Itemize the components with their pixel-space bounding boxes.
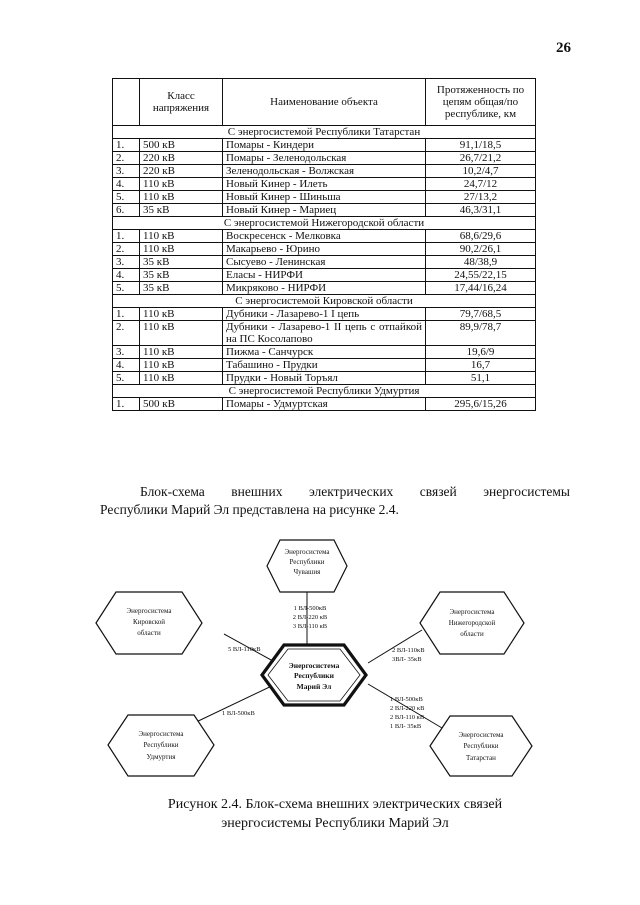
row-number: 5. xyxy=(113,191,140,204)
voltage-class: 110 кВ xyxy=(140,243,223,256)
kirov-line-3: области xyxy=(137,629,161,637)
figure-caption xyxy=(100,795,570,833)
mari-el-line-3: Марий Эл xyxy=(296,682,332,691)
nizhny-line-3: области xyxy=(460,630,484,638)
table-row xyxy=(113,139,536,152)
line-length: 48/38,9 xyxy=(426,256,536,269)
row-number: 2. xyxy=(113,152,140,165)
link-nizhny-1: 2 ВЛ-110кВ xyxy=(392,647,425,654)
voltage-class: 110 кВ xyxy=(140,359,223,372)
header-object-name: Наименование объекта xyxy=(223,79,426,126)
row-number: 1. xyxy=(113,230,140,243)
link-nizhny-2: 3ВЛ- 35кВ xyxy=(392,656,422,663)
link-tatarstan-1: 1 ВЛ-500кВ xyxy=(390,696,423,703)
row-number: 3. xyxy=(113,346,140,359)
voltage-class: 35 кВ xyxy=(140,282,223,295)
table-row xyxy=(113,165,536,178)
udmurtia-line-3: Удмуртия xyxy=(146,753,176,761)
line-length: 27/13,2 xyxy=(426,191,536,204)
link-nizhny-label xyxy=(392,647,425,663)
table-row xyxy=(113,178,536,191)
line-length: 46,3/31,1 xyxy=(426,204,536,217)
table-row xyxy=(113,256,536,269)
table-header-row xyxy=(113,79,536,126)
line-length: 91,1/18,5 xyxy=(426,139,536,152)
line-length: 19,6/9 xyxy=(426,346,536,359)
group-header-row xyxy=(113,385,536,398)
object-name: Пижма - Санчурск xyxy=(223,346,426,359)
intro-line-1: Блок-схема внешних электрических связей энергосистемы xyxy=(140,484,570,499)
table-row xyxy=(113,346,536,359)
line-length: 51,1 xyxy=(426,372,536,385)
row-number: 6. xyxy=(113,204,140,217)
object-name: Дубники - Лазарево-1 I цепь xyxy=(223,308,426,321)
line-length: 24,55/22,15 xyxy=(426,269,536,282)
row-number: 1. xyxy=(113,398,140,411)
nizhny-line-2: Нижегородской xyxy=(448,619,496,627)
voltage-class: 35 кВ xyxy=(140,204,223,217)
row-number: 5. xyxy=(113,372,140,385)
group-title: С энергосистемой Нижегородской области xyxy=(113,217,536,230)
udmurtia-line-2: Республики xyxy=(143,741,179,749)
page-number: 26 xyxy=(556,40,571,56)
voltage-class: 110 кВ xyxy=(140,230,223,243)
line-length: 90,2/26,1 xyxy=(426,243,536,256)
voltage-class: 220 кВ xyxy=(140,165,223,178)
table-row xyxy=(113,204,536,217)
table-row xyxy=(113,152,536,165)
table-row xyxy=(113,243,536,256)
object-name: Помары - Киндери xyxy=(223,139,426,152)
chuvashia-line-2: Республики xyxy=(289,558,325,566)
link-chuvashia-3: 3 ВЛ-110 кВ xyxy=(292,623,328,630)
row-number: 1. xyxy=(113,139,140,152)
caption-line-2: энергосистемы Республики Марий Эл xyxy=(221,816,449,831)
intro-paragraph xyxy=(100,483,570,519)
row-number: 5. xyxy=(113,282,140,295)
group-title: С энергосистемой Кировской области xyxy=(113,295,536,308)
intro-line-2: Республики Марий Эл представлена на рисунке 2.4. xyxy=(100,502,399,517)
row-number: 2. xyxy=(113,321,140,346)
link-chuvashia-label xyxy=(293,605,328,630)
table-row xyxy=(113,269,536,282)
object-name: Новый Кинер - Шиньша xyxy=(223,191,426,204)
table-row xyxy=(113,282,536,295)
table-body xyxy=(113,126,536,411)
line-udmurtia xyxy=(192,682,280,724)
row-number: 1. xyxy=(113,308,140,321)
object-name: Микряково - НИРФИ xyxy=(223,282,426,295)
line-length: 10,2/4,7 xyxy=(426,165,536,178)
chuvashia-line-3: Чувашия xyxy=(293,568,321,576)
mari-el-line-2: Республики xyxy=(294,671,334,680)
table-row xyxy=(113,230,536,243)
voltage-class: 35 кВ xyxy=(140,269,223,282)
voltage-class: 110 кВ xyxy=(140,178,223,191)
voltage-class: 110 кВ xyxy=(140,308,223,321)
voltage-class: 35 кВ xyxy=(140,256,223,269)
object-name: Дубники - Лазарево-1 II цепь с отпайкой на ПС Косолапово xyxy=(223,321,426,346)
row-number: 3. xyxy=(113,165,140,178)
object-name: Помары - Удмуртская xyxy=(223,398,426,411)
table-row xyxy=(113,321,536,346)
table-row xyxy=(113,308,536,321)
object-name: Зеленодольская - Волжская xyxy=(223,165,426,178)
object-name: Сысуево - Ленинская xyxy=(223,256,426,269)
voltage-class: 110 кВ xyxy=(140,191,223,204)
object-name: Новый Кинер - Илеть xyxy=(223,178,426,191)
caption-line-1: Рисунок 2.4. Блок-схема внешних электрических связей xyxy=(167,797,503,812)
line-length: 24,7/12 xyxy=(426,178,536,191)
object-name: Воскресенск - Мелковка xyxy=(223,230,426,243)
row-number: 2. xyxy=(113,243,140,256)
nizhny-line-1: Энергосистема xyxy=(449,608,495,616)
block-diagram xyxy=(92,538,552,788)
voltage-class: 110 кВ xyxy=(140,346,223,359)
link-tatarstan-2: 2 ВЛ-220 кВ xyxy=(390,705,425,712)
voltage-class: 500 кВ xyxy=(140,398,223,411)
line-length: 295,6/15,26 xyxy=(426,398,536,411)
tatarstan-line-1: Энергосистема xyxy=(458,731,504,739)
line-length: 89,9/78,7 xyxy=(426,321,536,346)
link-tatarstan-3: 2 ВЛ-110 кВ xyxy=(390,714,425,721)
group-header-row xyxy=(113,126,536,139)
kirov-line-2: Кировской xyxy=(132,618,166,626)
group-title: С энергосистемой Республики Татарстан xyxy=(113,126,536,139)
table-row xyxy=(113,398,536,411)
row-number: 4. xyxy=(113,178,140,191)
link-kirov-label xyxy=(228,646,261,653)
link-tatarstan-4: 1 ВЛ- 35кВ xyxy=(390,723,422,730)
line-length: 16,7 xyxy=(426,359,536,372)
tatarstan-line-2: Республики xyxy=(463,742,499,750)
table-row xyxy=(113,191,536,204)
line-length: 79,7/68,5 xyxy=(426,308,536,321)
object-name: Новый Кинер - Мариец xyxy=(223,204,426,217)
object-name: Еласы - НИРФИ xyxy=(223,269,426,282)
tatarstan-line-3: Татарстан xyxy=(466,754,496,762)
group-header-row xyxy=(113,295,536,308)
group-header-row xyxy=(113,217,536,230)
voltage-class: 110 кВ xyxy=(140,321,223,346)
voltage-class: 500 кВ xyxy=(140,139,223,152)
kirov-line-1: Энергосистема xyxy=(126,607,172,615)
link-tatarstan-label xyxy=(390,696,425,730)
header-length: Протяженность по цепям общая/по республике, км xyxy=(426,79,536,126)
object-name: Прудки - Новый Торъял xyxy=(223,372,426,385)
row-number: 3. xyxy=(113,256,140,269)
line-length: 68,6/29,6 xyxy=(426,230,536,243)
link-chuvashia-2: 2 ВЛ-220 кВ xyxy=(292,614,328,621)
connections-table xyxy=(112,78,536,411)
table-row xyxy=(113,372,536,385)
voltage-class: 110 кВ xyxy=(140,372,223,385)
line-length: 26,7/21,2 xyxy=(426,152,536,165)
line-length: 17,44/16,24 xyxy=(426,282,536,295)
link-kirov-1: 5 ВЛ-110кВ xyxy=(228,646,261,653)
chuvashia-line-1: Энергосистема xyxy=(284,548,330,556)
table-row xyxy=(113,359,536,372)
link-udmurtia-label xyxy=(222,710,255,717)
header-number xyxy=(113,79,140,126)
link-udmurtia-1: 1 ВЛ-500кВ xyxy=(222,710,255,717)
link-chuvashia-1: 1 ВЛ-500кВ xyxy=(293,605,327,612)
group-title: С энергосистемой Республики Удмуртия xyxy=(113,385,536,398)
object-name: Помары - Зеленодольская xyxy=(223,152,426,165)
row-number: 4. xyxy=(113,359,140,372)
mari-el-line-1: Энергосистема xyxy=(288,661,340,670)
voltage-class: 220 кВ xyxy=(140,152,223,165)
object-name: Табашино - Прудки xyxy=(223,359,426,372)
row-number: 4. xyxy=(113,269,140,282)
header-voltage-class: Класс напряжения xyxy=(140,79,223,126)
object-name: Макарьево - Юрино xyxy=(223,243,426,256)
udmurtia-line-1: Энергосистема xyxy=(138,730,184,738)
